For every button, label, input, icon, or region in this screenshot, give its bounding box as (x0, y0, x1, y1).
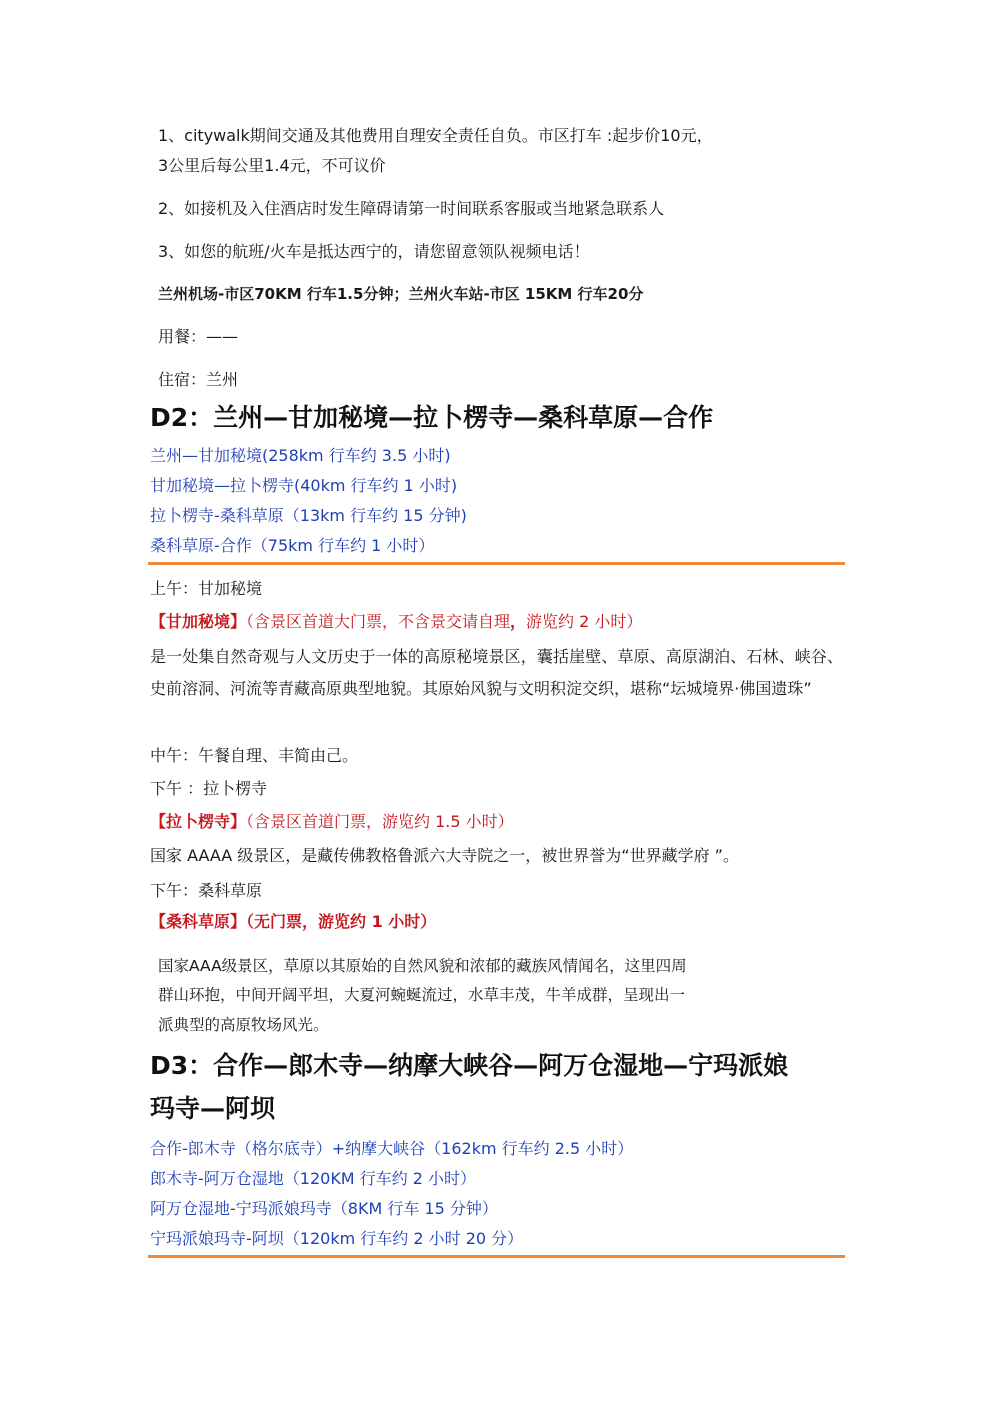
day3-route-1: 合作-郎木寺（格尔底寺）+纳摩大峡谷（162km 行车约 2.5 小时） (150, 1139, 634, 1158)
note-item-3: 3、如您的航班/火车是抵达西宁的，请您留意领队视频电话！ (158, 242, 590, 261)
day3-title-line-2: 玛寺—阿坝 (150, 1094, 276, 1123)
note-item-2: 2、如接机及入住酒店时发生障碍请第一时间联系客服或当地紧急联系人 (158, 199, 665, 218)
spot-ganjia-info-a: （含景区首道大门票，不含景交请自理 (246, 612, 511, 631)
day3-route-3: 阿万仓湿地-宁玛派娘玛寺（8KM 行车 15 分钟） (150, 1199, 498, 1218)
spot-ganjia-info-b: ， (510, 612, 527, 631)
transfer-distance: 兰州机场-市区70KM 行车1.5分钟；兰州火车站-市区 15KM 行车20分 (158, 285, 644, 303)
spot-ganjia-info-c: 游览约 2 小时） (526, 612, 643, 631)
meals-note: 用餐：—— (158, 327, 239, 346)
day2-route-3: 拉卜楞寺-桑科草原（13km 行车约 15 分钟) (150, 506, 467, 525)
lodging-note: 住宿：兰州 (158, 370, 239, 389)
day2-route-4: 桑科草原-合作（75km 行车约 1 小时） (150, 536, 435, 555)
spot-ganjia-heading (150, 614, 642, 630)
day2-title: D2：兰州—甘加秘境—拉卜楞寺—桑科草原—合作 (150, 403, 714, 432)
day2-morning-label: 上午：甘加秘境 (150, 579, 263, 598)
note-item-1-line-2: 3公里后每公里1.4元，不可议价 (158, 156, 386, 175)
day3-title-line-1: D3：合作—郎木寺—纳摩大峡谷—阿万仓湿地—宁玛派娘 (150, 1051, 789, 1080)
day2-route-2: 甘加秘境—拉卜楞寺(40km 行车约 1 小时) (150, 476, 458, 495)
day2-noon-label: 中午：午餐自理、丰简由己。 (150, 746, 359, 765)
day3-route-4: 宁玛派娘玛寺-阿坝（120km 行车约 2 小时 20 分） (150, 1229, 524, 1248)
day2-afternoon-label-1: 下午 ：拉卜楞寺 (150, 779, 268, 798)
day2-route-1: 兰州—甘加秘境(258km 行车约 3.5 小时) (150, 446, 451, 465)
spot-sangke-desc-line-3: 派典型的高原牧场风光。 (158, 1016, 329, 1034)
day3-route-2: 郎木寺-阿万仓湿地（120KM 行车约 2 小时） (150, 1169, 477, 1188)
day2-afternoon-label-2: 下午：桑科草原 (150, 881, 263, 900)
spot-labrang-info: （含景区首道门票，游览约 1.5 小时） (246, 812, 514, 831)
spot-labrang-heading (150, 814, 514, 830)
spot-ganjia-description: 是一处集自然奇观与人文历史于一体的高原秘境景区，囊括崖壁、草原、高原湖泊、石林、峡谷、史前溶洞、河流等青藏高原典型地貌。其原始风貌与文明积淀交织，堪称“坛城境界·佛国遗珠” (150, 647, 843, 698)
spot-sangke-heading: 【桑科草原】（无门票，游览约 1 小时） (150, 912, 437, 931)
day3-divider (148, 1255, 845, 1258)
spot-sangke-desc-line-2: 群山环抱，中间开阔平坦，大夏河蜿蜒流过，水草丰茂，牛羊成群，呈现出一 (158, 986, 686, 1004)
day2-divider (148, 562, 845, 565)
note-item-1-line-1: 1、citywalk期间交通及其他费用自理安全责任自负。市区打车 :起步价10元， (158, 126, 713, 145)
spot-ganjia-name: 【甘加秘境】 (150, 612, 247, 631)
spot-labrang-description: 国家 AAAA 级景区，是藏传佛教格鲁派六大寺院之一，被世界誉为“世界藏学府 ”。 (150, 846, 739, 865)
spot-sangke-desc-line-1: 国家AAA级景区，草原以其原始的自然风貌和浓郁的藏族风情闻名，这里四周 (158, 957, 687, 975)
spot-labrang-name: 【拉卜楞寺】 (150, 812, 247, 831)
